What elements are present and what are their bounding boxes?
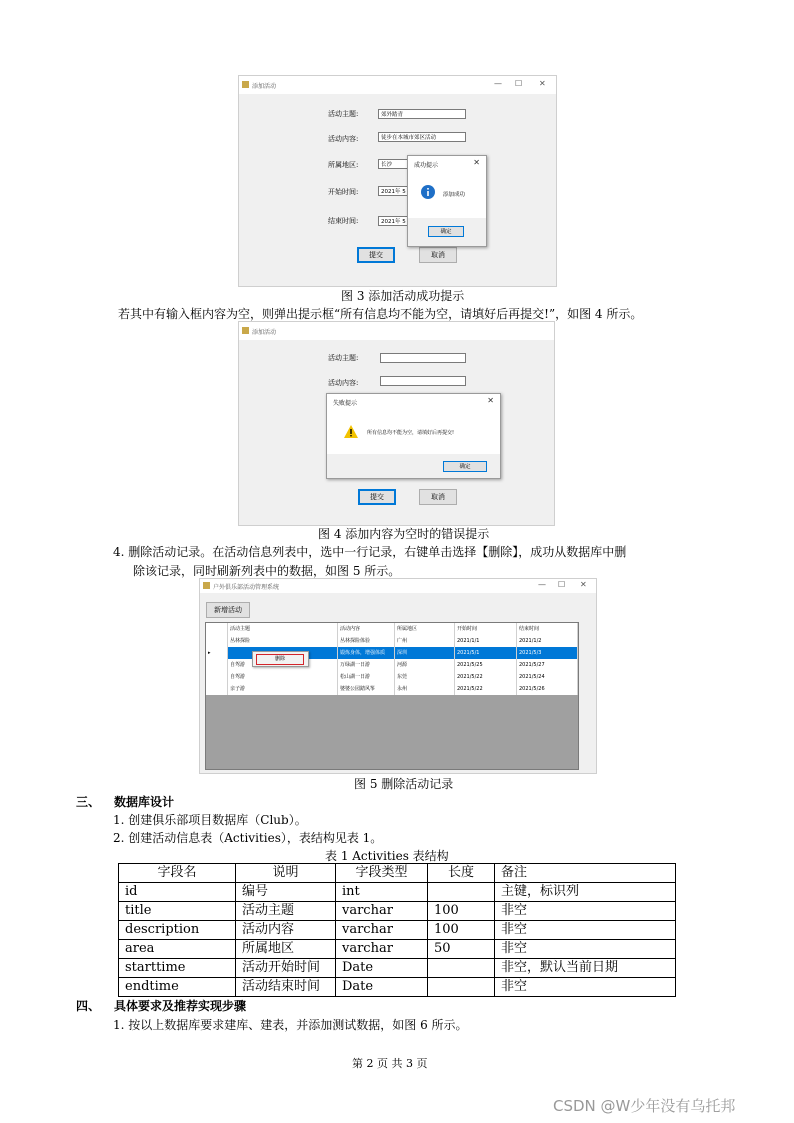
fig4-label-theme: 活动主题: — [328, 354, 359, 362]
th-remark: 备注 — [495, 864, 676, 883]
fig3-window-title: 添加活动 — [252, 83, 277, 90]
th-length: 长度 — [428, 864, 495, 883]
fig4-error-dialog — [326, 393, 501, 479]
cell-desc: 编号 — [236, 883, 336, 902]
context-menu-delete[interactable]: 删除 — [256, 654, 304, 665]
db-step-1: 1. 创建俱乐部项目数据库（Club）。 — [113, 813, 307, 827]
fig4-titlebar — [239, 322, 554, 340]
cell-content: 万绿湖一日游 — [338, 659, 395, 671]
section4-step1: 1. 按以上数据库要求建库、建表，并添加测试数据，如图 6 所示。 — [113, 1018, 468, 1032]
table-row — [119, 921, 676, 940]
cell-theme: 亲子游 — [228, 683, 338, 695]
close-icon[interactable]: ✕ — [580, 580, 587, 589]
row-header — [206, 659, 228, 671]
cell-type: Date — [336, 978, 428, 997]
cell-remark: 非空 — [495, 978, 676, 997]
table-row[interactable] — [206, 671, 578, 683]
cell-start: 2021/5/22 — [455, 671, 517, 683]
table-row — [119, 883, 676, 902]
cell-remark: 非空，默认当前日期 — [495, 959, 676, 978]
cell-remark: 非空 — [495, 940, 676, 959]
grid-header-end[interactable]: 结束时间 — [517, 623, 578, 635]
fig3-content-input[interactable]: 徒步在本城市郊区活动 — [378, 132, 466, 142]
cell-content: 丛林探险体验 — [338, 635, 395, 647]
cell-end: 2021/5/26 — [517, 683, 578, 695]
fig4-cancel-button[interactable]: 取消 — [419, 489, 457, 505]
cell-area: 深圳 — [395, 647, 455, 659]
cell-field: title — [119, 902, 236, 921]
grid-header-start[interactable]: 开始时间 — [455, 623, 517, 635]
fig4-dialog-message: 所有信息均不能为空，请填好后再提交! — [367, 430, 455, 436]
fig3-label-end: 结束时间: — [328, 217, 359, 225]
table-row — [119, 902, 676, 921]
cell-length — [428, 883, 495, 902]
fig3-label-start: 开始时间: — [328, 188, 359, 196]
table-row[interactable] — [206, 683, 578, 695]
grid-header-area[interactable]: 所属地区 — [395, 623, 455, 635]
fig3-label-theme: 活动主题: — [328, 110, 359, 118]
fig5-caption: 图 5 删除活动记录 — [354, 777, 454, 791]
grid-header-content[interactable]: 活动内容 — [338, 623, 395, 635]
table-caption: 表 1 Activities 表结构 — [325, 849, 449, 863]
maximize-icon[interactable]: ☐ — [515, 79, 523, 88]
cell-theme: 自驾游 — [228, 671, 338, 683]
cell-desc: 活动结束时间 — [236, 978, 336, 997]
cell-type: varchar — [336, 940, 428, 959]
warning-icon — [344, 425, 358, 438]
table-header-row — [119, 864, 676, 883]
cell-length — [428, 959, 495, 978]
row-header — [206, 635, 228, 647]
cell-type: int — [336, 883, 428, 902]
cell-end: 2021/5/3 — [517, 647, 578, 659]
fig3-start-date[interactable]: 2021年 5 — [378, 186, 418, 196]
paragraph-empty-input: 若其中有输入框内容为空，则弹出提示框“所有信息均不能为空，请填好后再提交!”，如图 4 所示。 — [118, 307, 643, 321]
fig3-label-area: 所属地区: — [328, 161, 359, 169]
fig5-window — [199, 578, 597, 774]
fig3-dialog-ok-button[interactable]: 确定 — [428, 226, 464, 237]
fig3-titlebar — [239, 76, 556, 94]
section4-title: 具体要求及推荐实现步骤 — [114, 999, 247, 1013]
fig3-dialog-title: 成功提示 — [414, 162, 439, 169]
fig4-caption: 图 4 添加内容为空时的错误提示 — [318, 527, 490, 541]
cell-end: 2021/5/27 — [517, 659, 578, 671]
fig4-theme-input[interactable] — [380, 353, 466, 363]
app-icon — [242, 81, 249, 88]
cell-end: 2021/1/2 — [517, 635, 578, 647]
cell-field: starttime — [119, 959, 236, 978]
fig3-end-date[interactable]: 2021年 5 — [378, 216, 418, 226]
section3-title: 数据库设计 — [114, 795, 175, 809]
row-header — [206, 671, 228, 683]
section4-number: 四、 — [76, 999, 101, 1013]
activity-grid[interactable] — [205, 622, 579, 770]
fig3-submit-button[interactable]: 提交 — [357, 247, 395, 263]
cell-start: 2021/5/25 — [455, 659, 517, 671]
fig4-dialog-ok-button[interactable]: 确定 — [443, 461, 487, 472]
cell-field: description — [119, 921, 236, 940]
info-icon — [421, 185, 435, 199]
context-menu — [252, 651, 309, 667]
fig3-label-content: 活动内容: — [328, 135, 359, 143]
fig4-label-content: 活动内容: — [328, 379, 359, 387]
activities-table — [118, 863, 676, 997]
cell-remark: 主键，标识列 — [495, 883, 676, 902]
dialog-close-icon[interactable]: ✕ — [487, 396, 494, 405]
maximize-icon[interactable]: ☐ — [558, 580, 566, 589]
dialog-close-icon[interactable]: ✕ — [473, 158, 480, 167]
cell-content: 松山湖一日游 — [338, 671, 395, 683]
cell-field: endtime — [119, 978, 236, 997]
grid-header-row — [206, 623, 578, 635]
section3-heading — [76, 793, 174, 810]
app-icon — [203, 582, 210, 589]
cell-area: 河源 — [395, 659, 455, 671]
db-step-2: 2. 创建活动信息表（Activities），表结构见表 1。 — [113, 831, 383, 845]
fig3-theme-input[interactable]: 郊外踏青 — [378, 109, 466, 119]
table-row[interactable] — [206, 635, 578, 647]
cell-type: varchar — [336, 902, 428, 921]
close-icon[interactable]: ✕ — [539, 79, 546, 88]
fig5-window-title: 户外俱乐部活动管理系统 — [213, 584, 280, 591]
section4-heading — [76, 997, 246, 1014]
th-field: 字段名 — [119, 864, 236, 883]
csdn-credit[interactable]: CSDN @W少年没有乌托邦 — [553, 1097, 736, 1115]
cell-type: varchar — [336, 921, 428, 940]
cell-start: 2021/5/1 — [455, 647, 517, 659]
cell-desc: 活动开始时间 — [236, 959, 336, 978]
fig4-content-input[interactable] — [380, 376, 466, 386]
table-row — [119, 959, 676, 978]
cell-length — [428, 978, 495, 997]
cell-area: 永州 — [395, 683, 455, 695]
th-type: 字段类型 — [336, 864, 428, 883]
cell-length: 100 — [428, 902, 495, 921]
cell-area: 广州 — [395, 635, 455, 647]
fig3-dialog-message: 添加成功 — [443, 192, 466, 198]
cell-desc: 所属地区 — [236, 940, 336, 959]
cell-type: Date — [336, 959, 428, 978]
step4-line1: 4. 删除活动记录。在活动信息列表中，选中一行记录，右键单击选择【删除】，成功从数据库中删 — [113, 545, 627, 559]
fig4-window-title: 添加活动 — [252, 329, 277, 336]
fig3-caption: 图 3 添加活动成功提示 — [341, 289, 465, 303]
cell-start: 2021/5/22 — [455, 683, 517, 695]
fig4-dialog-title: 失败提示 — [333, 400, 358, 407]
cell-start: 2021/1/1 — [455, 635, 517, 647]
grid-header-theme[interactable]: 活动主题 — [228, 623, 338, 635]
cell-content: 锻炼身体，增强体质 — [338, 647, 395, 659]
table-row — [119, 940, 676, 959]
table-row — [119, 978, 676, 997]
fig3-area-select[interactable]: 长沙 — [378, 159, 418, 169]
cell-desc: 活动主题 — [236, 902, 336, 921]
cell-length: 100 — [428, 921, 495, 940]
th-desc: 说明 — [236, 864, 336, 883]
grid-header-rowhead — [206, 623, 228, 635]
cell-remark: 非空 — [495, 902, 676, 921]
row-pointer-icon: ▸ — [206, 647, 228, 659]
cell-field: area — [119, 940, 236, 959]
fig5-titlebar — [200, 579, 596, 593]
cell-theme: 丛林探险 — [228, 635, 338, 647]
cell-theme: 自驾游 — [228, 659, 338, 671]
fig4-window — [238, 321, 555, 526]
fig3-cancel-button[interactable]: 取消 — [419, 247, 457, 263]
cell-length: 50 — [428, 940, 495, 959]
fig3-success-dialog — [407, 155, 487, 247]
cell-field: id — [119, 883, 236, 902]
page-footer: 第 2 页 共 3 页 — [352, 1057, 428, 1070]
new-activity-button[interactable]: 新增活动 — [206, 602, 250, 618]
cell-desc: 活动内容 — [236, 921, 336, 940]
cell-content: 婆婆公园踏风筝 — [338, 683, 395, 695]
cell-end: 2021/5/24 — [517, 671, 578, 683]
minimize-icon[interactable]: — — [494, 79, 502, 88]
section3-number: 三、 — [76, 795, 101, 809]
fig4-submit-button[interactable]: 提交 — [358, 489, 396, 505]
cell-area: 东莞 — [395, 671, 455, 683]
step4-line2: 除该记录，同时刷新列表中的数据，如图 5 所示。 — [133, 564, 401, 578]
row-header — [206, 683, 228, 695]
fig3-window — [238, 75, 557, 287]
cell-remark: 非空 — [495, 921, 676, 940]
minimize-icon[interactable]: — — [538, 580, 546, 589]
app-icon — [242, 327, 249, 334]
